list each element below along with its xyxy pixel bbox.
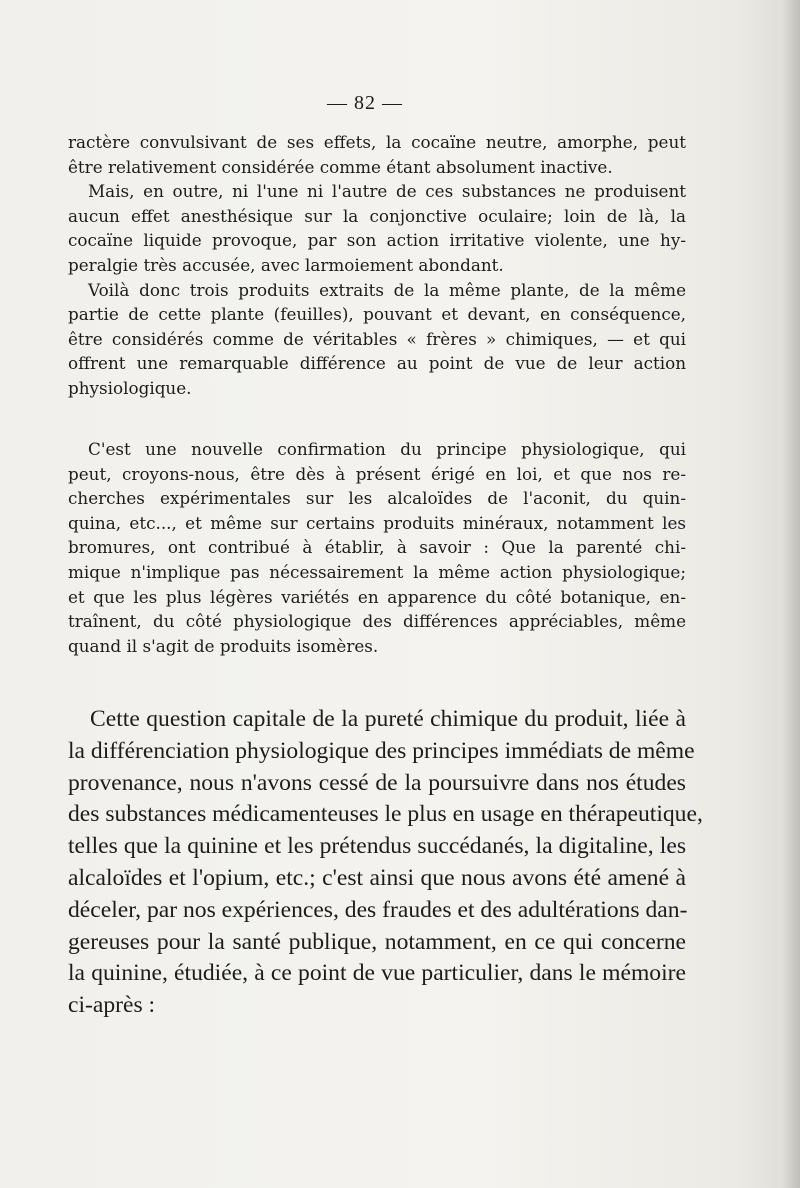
text-line: mique n'implique pas nécessairement la même action physiologique; <box>68 561 686 582</box>
text-line: peralgie très accusée, avec larmoiement abondant. <box>68 254 504 275</box>
text-line: aucun effet anesthésique sur la conjonctive oculaire; loin de là, la <box>68 205 686 226</box>
text-line: des substances médicamenteuses le plus en usage en thérapeutique, <box>68 801 703 828</box>
page-edge-shadow <box>782 0 800 1188</box>
text-line: telles que la quinine et les prétendus succédanés, la digitaline, les <box>68 833 686 860</box>
text-line: physiologique. <box>68 377 192 398</box>
text-line: la quinine, étudiée, à ce point de vue particulier, dans le mémoire <box>68 960 686 987</box>
text-line: Cette question capitale de la pureté chimique du produit, liée à <box>90 706 686 732</box>
page-number: — 82 — <box>327 92 403 114</box>
text-block-cocaine <box>68 130 686 401</box>
text-line: Mais, en outre, ni l'une ni l'autre de ces substances ne produisent <box>88 181 686 202</box>
text-line: traînent, du côté physiologique des différences appréciables, même <box>68 611 686 632</box>
text-line: être relativement considérée comme étant absolument inactive. <box>68 156 613 177</box>
text-line: ractère convulsivant de ses effets, la cocaïne neutre, amorphe, peut <box>68 132 686 152</box>
text-line: être considérés comme de véritables « frères » chimiques, — et qui <box>68 328 686 349</box>
text-line: ci-après : <box>68 992 156 1019</box>
text-line: bromures, ont contribué à établir, à savoir : Que la parenté chi- <box>68 537 686 558</box>
text-line: peut, croyons-nous, être dès à présent érigé en loi, et que nos re- <box>68 463 686 484</box>
text-line: alcaloïdes et l'opium, etc.; c'est ainsi que nous avons été amené à <box>68 864 686 891</box>
text-line: gereuses pour la santé publique, notamment, en ce qui concerne <box>68 928 686 955</box>
text-line: quina, etc..., et même sur certains produits minéraux, notamment les <box>68 512 686 533</box>
text-line: et que les plus légères variétés en apparence du côté botanique, en- <box>68 586 686 607</box>
text-line: déceler, par nos expériences, des fraudes et des adultérations dan- <box>68 896 688 923</box>
text-line: provenance, nous n'avons cessé de la poursuivre dans nos études <box>68 769 686 796</box>
text-line: la différenciation physiologique des principes immédiats de même <box>68 737 695 764</box>
text-line: offrent une remarquable différence au point de vue de leur action <box>68 353 686 374</box>
text-line: quand il s'agit de produits isomères. <box>68 635 379 656</box>
text-block-purity <box>68 704 703 1022</box>
text-line: cherches expérimentales sur les alcaloïdes de l'aconit, du quin- <box>68 488 686 509</box>
text-line: C'est une nouvelle confirmation du principe physiologique, qui <box>88 439 686 459</box>
text-line: cocaïne liquide provoque, par son action irritative violente, une hy- <box>68 230 686 251</box>
text-block-principle <box>68 437 686 658</box>
text-line: partie de cette plante (feuilles), pouvant et devant, en conséquence, <box>68 304 686 325</box>
text-line: Voilà donc trois produits extraits de la même plante, de la même <box>88 279 686 300</box>
